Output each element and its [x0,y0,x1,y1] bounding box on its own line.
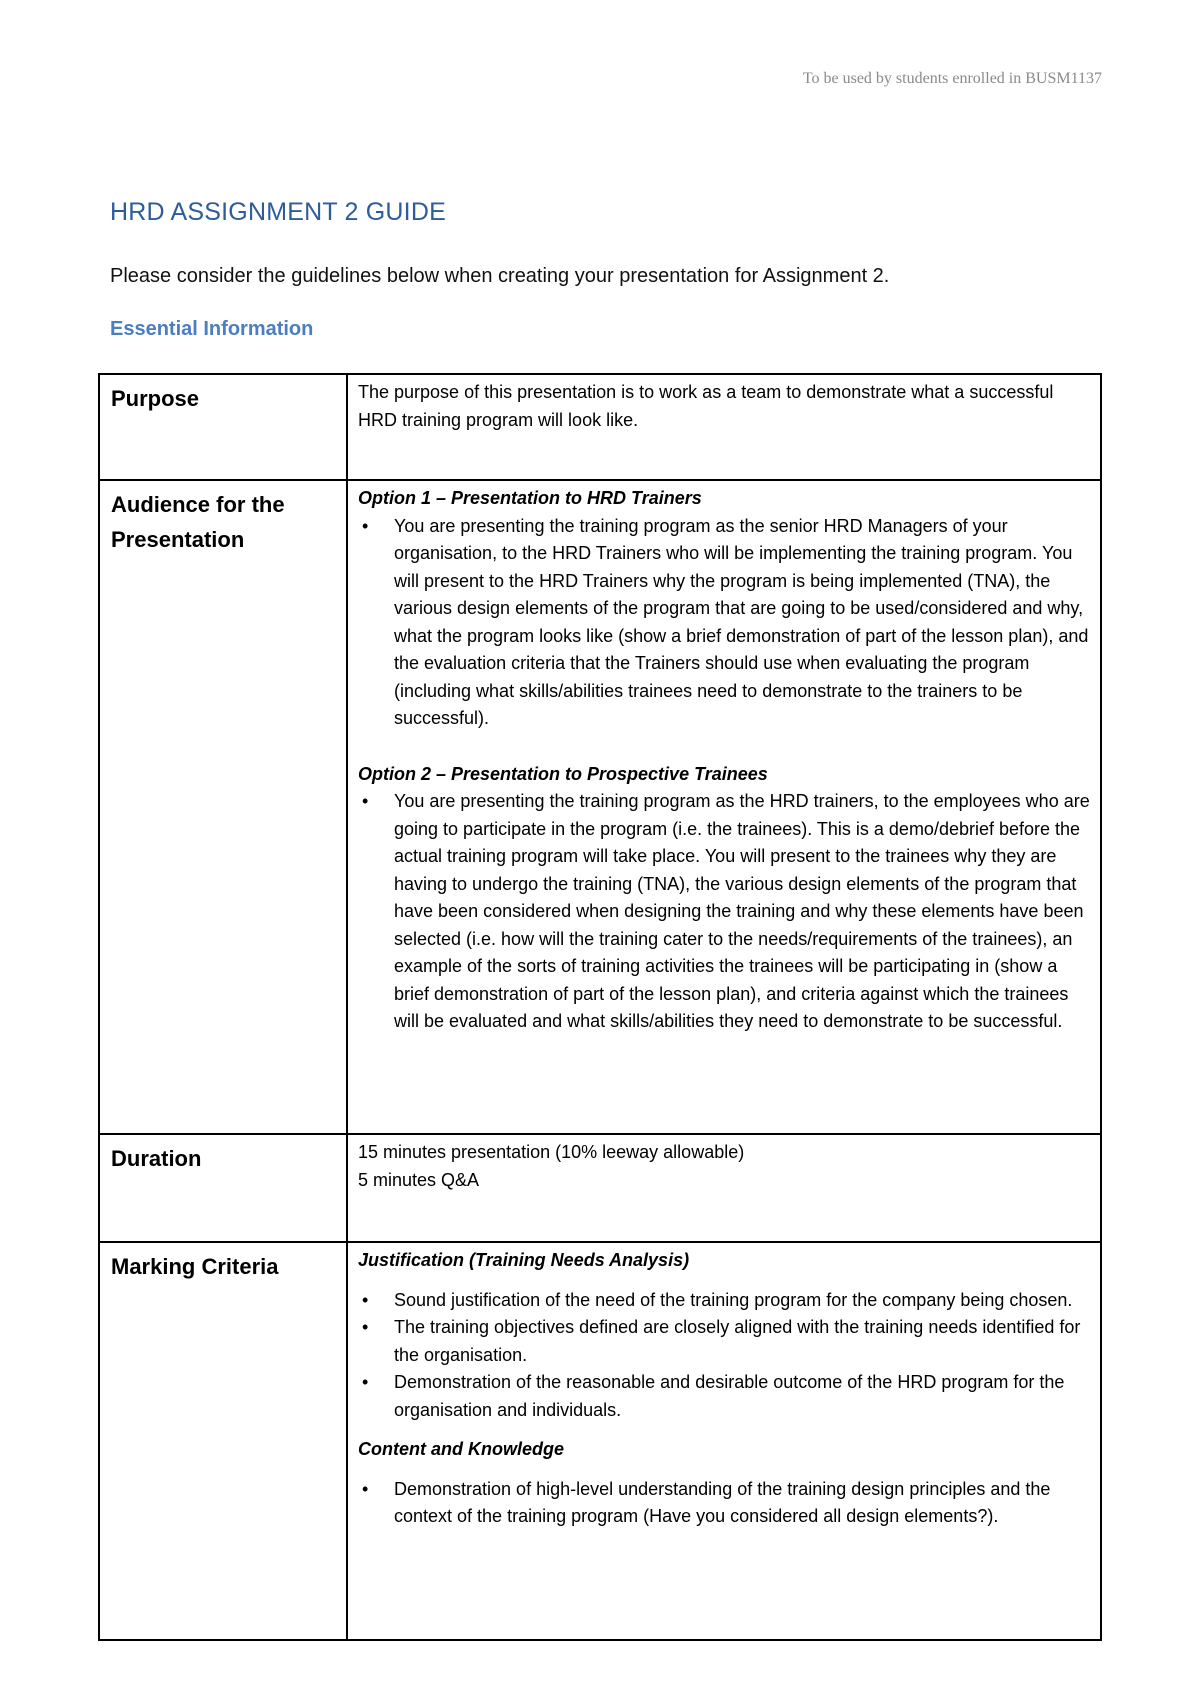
option-1-title: Option 1 – Presentation to HRD Trainers [358,488,702,508]
option-2-list [358,788,1090,1036]
purpose-text: The purpose of this presentation is to work as a team to demonstrate what a successful HRD training program will look like. [358,382,1054,430]
table-row-marking-criteria [99,1242,1101,1640]
row-content-audience [347,480,1101,1134]
list-item [358,513,1090,733]
list-item [358,1369,1090,1424]
option-1-list [358,513,1090,733]
bullet-icon: • [362,1478,369,1499]
row-label-duration: Duration [99,1134,347,1242]
marking-section-2-title: Content and Knowledge [358,1439,564,1459]
marking-section-1-title: Justification (Training Needs Analysis) [358,1250,690,1270]
marking-item: Demonstration of the reasonable and desirable outcome of the HRD program for the organisation and individuals. [394,1372,1065,1420]
table-row-audience [99,480,1101,1134]
option-1-text: You are presenting the training program as the senior HRD Managers of your organisation, to the HRD Trainers who will be implementing the training program. You will present to the HRD Trainers why the program is being implemented (TNA), the various design elements of the program that are going to be used/considered and why, what the program looks like (show a brief demonstration of part of the lesson plan), and the evaluation criteria that the Trainers should use when evaluating the program (including what skills/abilities trainees need to demonstrate to the trainers to be successful). [394,515,1089,728]
essential-information-table [98,373,1102,1641]
marking-item: Demonstration of high-level understanding of the training design principles and the context of the training program (Have you considered all design elements?). [394,1478,1051,1526]
marking-item: Sound justification of the need of the training program for the company being chosen. [394,1289,1073,1310]
row-label-audience: Audience for the Presentation [99,480,347,1134]
running-header: To be used by students enrolled in BUSM1137 [802,70,1102,87]
option-2-text: You are presenting the training program as the HRD trainers, to the employees who are going to participate in the program (i.e. the trainees). This is a demo/debrief before the actual training program will take place. You will present to the trainees why they are having to undergo the training (TNA), the various design elements of the program that have been considered when designing the training and why these elements have been selected (i.e. how will the training cater to the needs/requirements of the trainees), an example of the sorts of training activities the trainees will be participating in (show a brief demonstration of part of the lesson plan), and criteria against which the trainees will be evaluated and what skills/abilities they need to demonstrate to be successful. [394,791,1090,1031]
row-label-purpose: Purpose [99,374,347,480]
intro-paragraph: Please consider the guidelines below when creating your presentation for Assignment 2. [110,265,890,287]
bullet-icon: • [362,515,369,536]
page-title: HRD ASSIGNMENT 2 GUIDE [110,198,446,226]
duration-line-2: 5 minutes Q&A [358,1169,480,1190]
option-2-title: Option 2 – Presentation to Prospective Trainees [358,763,768,784]
marking-section-2-list [358,1476,1090,1531]
list-item [358,1476,1090,1531]
bullet-icon: • [362,1317,369,1337]
marking-item: The training objectives defined are closely aligned with the training needs identified for the organisation. [394,1317,1081,1365]
bullet-icon: • [362,791,369,811]
row-content-duration [347,1134,1101,1242]
marking-section-1-list [358,1287,1090,1425]
section-heading-essential-information: Essential Information [110,318,314,340]
row-label-marking-criteria: Marking Criteria [99,1242,347,1640]
bullet-icon: • [362,1372,369,1392]
row-content-marking-criteria [347,1242,1101,1640]
list-item [358,788,1090,1036]
table-row-purpose [99,374,1101,480]
list-item [358,1287,1090,1315]
duration-line-1: 15 minutes presentation (10% leeway allowable) [358,1142,745,1162]
list-item [358,1314,1090,1369]
row-content-purpose [347,374,1101,480]
bullet-icon: • [362,1289,369,1310]
table-row-duration [99,1134,1101,1242]
